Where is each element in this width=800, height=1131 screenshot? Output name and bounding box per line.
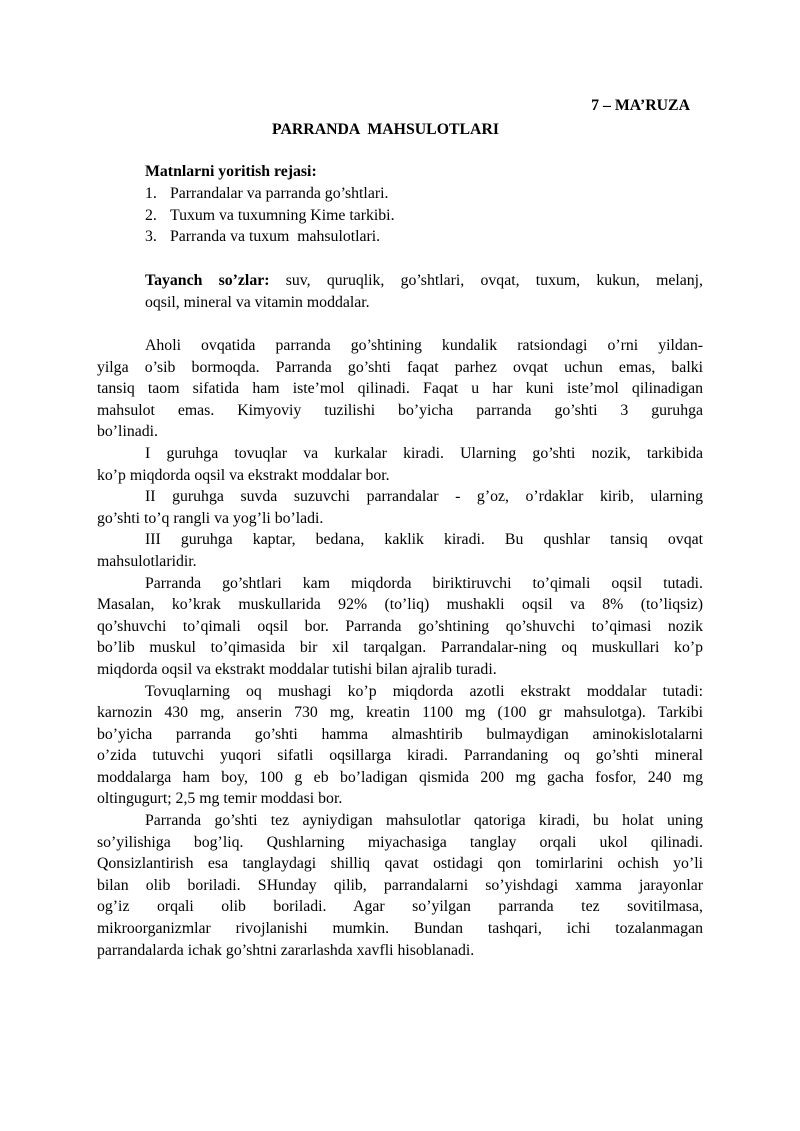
paragraph-line: parrandalarda ichak go’shtni zararlashda xavfli hisoblanadi. [97, 941, 475, 959]
keywords-label: Tayanch so’zlar: [145, 272, 270, 289]
paragraph-line: karnozin 430 mg, anserin 730 mg, kreatin 1100 mg (100 gr mahsulotga). Tarkibi [97, 704, 703, 722]
paragraph-line: yilga o’sib bormoqda. Parranda go’shti faqat parhez ovqat uchun emas, balki [97, 358, 703, 376]
body-paragraph [97, 529, 703, 572]
body-text [97, 335, 703, 961]
paragraph-line: I guruhga tovuqlar va kurkalar kiradi. Ularning go’shti nozik, tarkibida [145, 444, 703, 462]
paragraph-line: Parranda go’shti tez ayniydigan mahsulotlar qatoriga kiradi, bu holat uning [145, 812, 703, 830]
plan-list [145, 183, 703, 248]
plan-item-number: 1. [145, 185, 157, 202]
plan-item-text: Parranda va tuxum mahsulotlari. [170, 228, 381, 246]
body-paragraph [97, 810, 703, 961]
paragraph-line: Tovuqlarning oq mushagi ko’p miqdorda azotli ekstrakt moddalar tutadi: [145, 682, 703, 700]
body-paragraph [97, 681, 703, 811]
paragraph-line: Parranda go’shtlari kam miqdorda biriktiruvchi to’qimali oqsil tutadi. [145, 574, 703, 592]
document-title: PARRANDA MAHSULOTLARI [272, 121, 500, 138]
lecture-number: 7 – MA’RUZA [591, 97, 690, 114]
plan-item [145, 226, 703, 248]
keywords-text: suv, quruqlik, go’shtlari, ovqat, tuxum, kukun, melanj, [285, 272, 703, 289]
paragraph-line: ko’p miqdorda oqsil va ekstrakt moddalar bor. [97, 466, 390, 484]
paragraph-line: og’iz orqali olib boriladi. Agar so’yilgan parranda tez sovitilmasa, [97, 898, 703, 916]
paragraph-line: mikroorganizmlar rivojlanishi mumkin. Bundan tashqari, ichi tozalanmagan [97, 920, 703, 938]
plan-item [145, 205, 703, 227]
keywords-line: oqsil, mineral va vitamin moddalar. [145, 293, 370, 311]
paragraph-line: Aholi ovqatida parranda go’shtining kundalik ratsiondagi o’rni yildan- [145, 337, 703, 354]
paragraph-line: go’shti to’q rangli va yog’li bo’ladi. [97, 509, 324, 527]
paragraph-line: bo’yicha parranda go’shti hamma almashtirib bulmaydigan aminokislotalarni [97, 725, 703, 743]
paragraph-line: III guruhga kaptar, bedana, kaklik kiradi. Bu qushlar tansiq ovqat [145, 531, 703, 549]
paragraph-line: qo’shuvchi to’qimali oqsil bor. Parranda go’shtining qo’shuvchi to’qimasi nozik [97, 617, 703, 635]
paragraph-line: bo’lib muskul to’qimasida bir xil tarqalgan. Parrandalar-ning oq muskullari ko’p [97, 639, 703, 657]
paragraph-line: Qonsizlantirish esa tanglaydagi shilliq qavat ostidagi qon tomirlarini ochish yo’li [97, 855, 703, 873]
keywords-line [145, 270, 703, 292]
paragraph-line: miqdorda oqsil va ekstrakt moddalar tutishi bilan ajralib turadi. [97, 660, 497, 678]
plan-item-text: Parrandalar va parranda go’shtlari. [170, 185, 389, 202]
plan-item-number: 3. [145, 228, 157, 246]
paragraph-line: Masalan, ko’krak muskullarida 92% (to’liq) mushakli oqsil va 8% (to’liqsiz) [97, 596, 703, 614]
body-paragraph [97, 486, 703, 529]
body-paragraph [97, 573, 703, 681]
plan-item-text: Tuxum va tuxumning Kime tarkibi. [170, 206, 395, 224]
plan-heading: Matnlarni yoritish rejasi: [145, 163, 317, 180]
paragraph-line: bo’linadi. [97, 423, 158, 441]
plan-item-number: 2. [145, 206, 157, 224]
paragraph-line: mahsulot emas. Kimyoviy tuzilishi bo’yicha parranda go’shti 3 guruhga [97, 401, 703, 419]
paragraph-line: oltingugurt; 2,5 mg temir moddasi bor. [97, 790, 343, 808]
paragraph-line: o’zida tutuvchi yuqori sifatli oqsillarga kiradi. Parrandaning oq go’shti mineral [97, 747, 703, 765]
plan-item [145, 183, 703, 205]
paragraph-line: moddalarga ham boy, 100 g eb bo’ladigan qismida 200 mg gacha fosfor, 240 mg [97, 768, 703, 786]
keywords-block [145, 270, 703, 313]
paragraph-line: II guruhga suvda suzuvchi parrandalar - g’oz, o’rdaklar kirib, ularning [145, 488, 703, 506]
paragraph-line: tansiq taom sifatida ham iste’mol qilinadi. Faqat u har kuni iste’mol qilinadigan [97, 380, 703, 398]
body-paragraph [97, 443, 703, 486]
body-paragraph [97, 335, 703, 443]
paragraph-line: bilan olib boriladi. SHunday qilib, parrandalarni so’yishdagi xamma jarayonlar [97, 876, 703, 894]
paragraph-line: mahsulotlaridir. [97, 552, 197, 570]
paragraph-line: so’yilishiga bog’liq. Qushlarning miyachasiga tanglay orqali ukol qilinadi. [97, 833, 703, 851]
